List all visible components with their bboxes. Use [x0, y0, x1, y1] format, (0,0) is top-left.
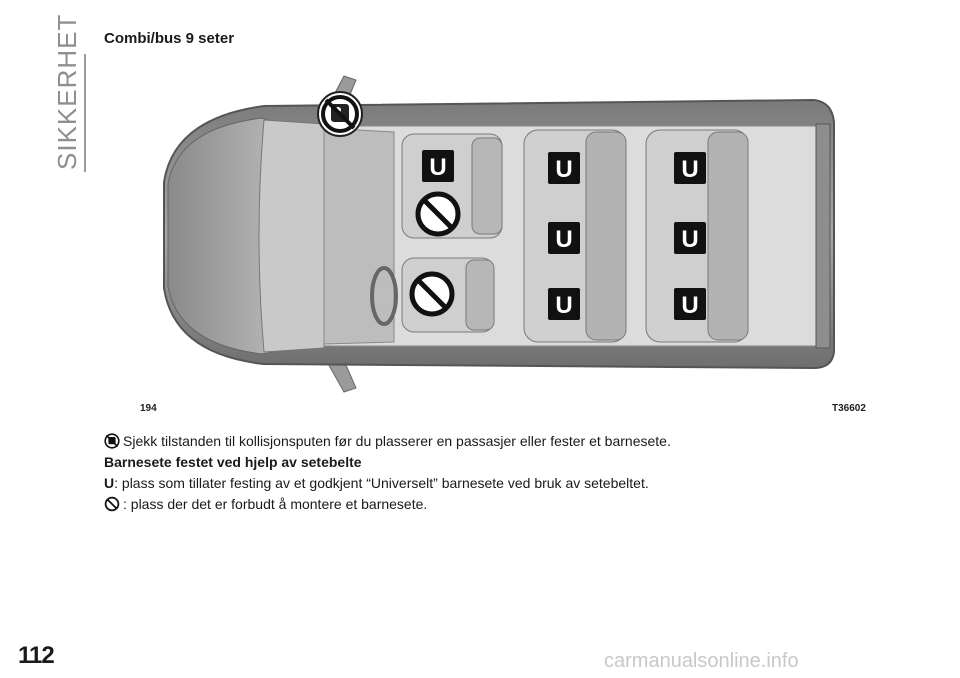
- page-number: 112: [18, 642, 54, 669]
- van-hood: [168, 118, 274, 354]
- seat-label: U: [555, 156, 573, 183]
- u-label-front-passenger: [422, 150, 454, 182]
- u-label-row2-right: [548, 288, 580, 320]
- seat-label: U: [681, 292, 699, 319]
- seat-label: U: [555, 226, 573, 253]
- windshield: [259, 120, 324, 352]
- u-note-text: : plass som tillater festing av et godkjent “Universelt” barnesete ved bruk av setebeltet.: [114, 475, 649, 491]
- front-bench-backrest: [472, 138, 502, 234]
- u-note-prefix: U: [104, 475, 115, 491]
- prohibited-icon-front-middle: [418, 194, 458, 234]
- u-note: [104, 474, 884, 493]
- airbag-note-text: Sjekk tilstanden til kollisjonsputen før du plasserer en passasjer eller fester et barnesete.: [123, 433, 671, 449]
- driver-backrest: [466, 260, 494, 330]
- u-label-row3-middle: [674, 222, 706, 254]
- u-label-row3-left: [674, 152, 706, 184]
- u-label-row2-middle: [548, 222, 580, 254]
- u-label-row2-left: [548, 152, 580, 184]
- section-title: Combi/bus 9 seter: [104, 30, 235, 47]
- airbag-note: [104, 432, 884, 451]
- seat-label: U: [681, 156, 699, 183]
- figure-code: T36602: [832, 403, 866, 414]
- seat-label: U: [429, 154, 447, 181]
- prohibited-note: [104, 495, 884, 514]
- side-tab-rule: [84, 54, 86, 172]
- notes-block: [104, 432, 884, 516]
- prohibited-note-text: : plass der det er forbudt å montere et barnesete.: [123, 496, 428, 512]
- airbag-warning-icon: [104, 433, 120, 449]
- third-row-backrest: [708, 132, 748, 340]
- second-row-backrest: [586, 132, 626, 340]
- seat-label: U: [681, 226, 699, 253]
- watermark: carmanualsonline.info: [604, 650, 799, 672]
- u-label-row3-right: [674, 288, 706, 320]
- van-seat-diagram: [104, 62, 870, 414]
- airbag-warning-icon: [318, 92, 362, 136]
- prohibited-icon: [104, 496, 120, 512]
- seat-label: U: [555, 292, 573, 319]
- side-tab-label: SIKKERHET: [52, 13, 82, 170]
- figure-number: 194: [140, 403, 157, 414]
- section-side-tab: [0, 13, 92, 170]
- notes-heading: Barnesete festet ved hjelp av setebelte: [104, 454, 362, 470]
- prohibited-icon-driver: [412, 274, 452, 314]
- rear-doors: [816, 124, 830, 348]
- dashboard: [324, 128, 394, 344]
